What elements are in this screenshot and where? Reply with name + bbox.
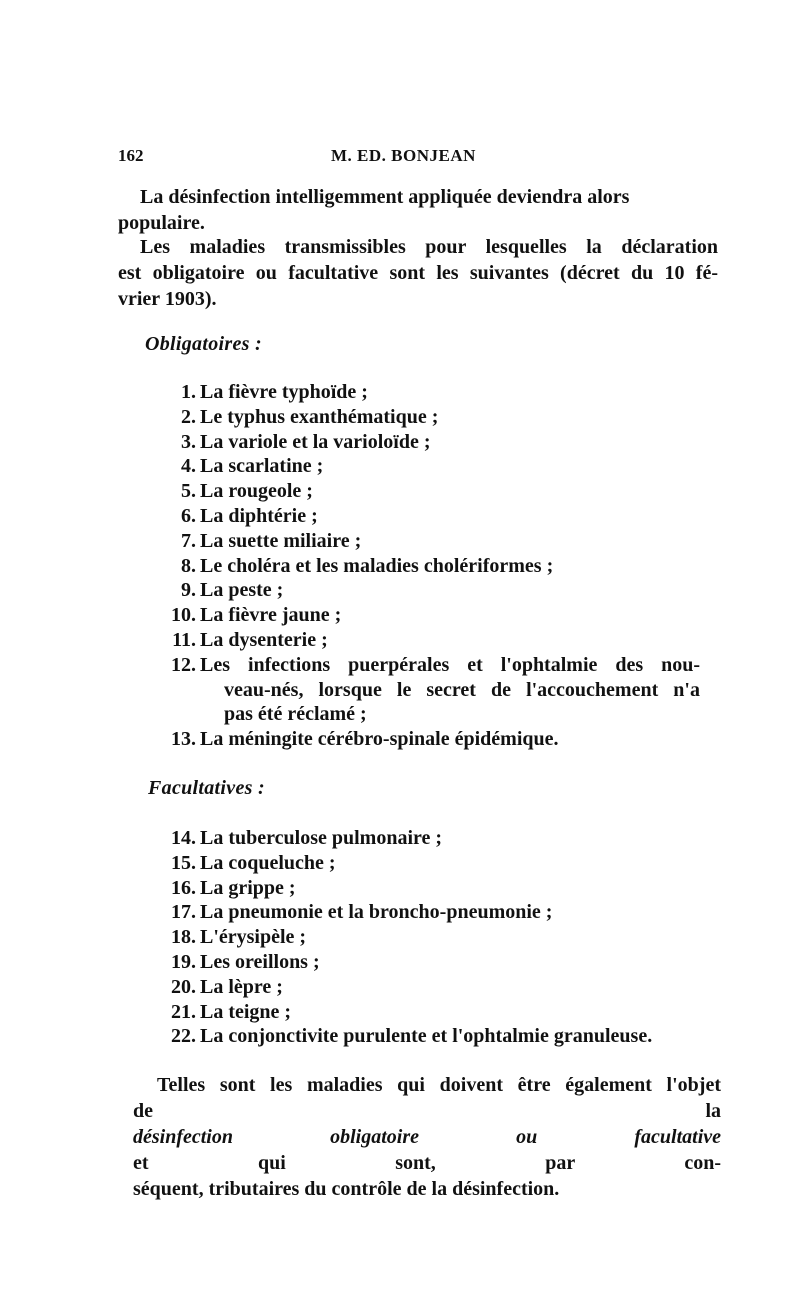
list-item bbox=[160, 653, 720, 727]
list-item bbox=[160, 554, 720, 579]
list-item bbox=[160, 975, 720, 1000]
item-number: 21. bbox=[171, 1000, 196, 1023]
item-number: 16. bbox=[171, 876, 196, 899]
list-item bbox=[160, 1000, 720, 1025]
item-number: 11. bbox=[172, 628, 196, 651]
item-text: La rougeole ; bbox=[200, 480, 313, 503]
running-title: M. ED. BONJEAN bbox=[331, 146, 476, 165]
list-item bbox=[160, 826, 720, 851]
item-number: 19. bbox=[171, 950, 196, 973]
item-number: 5. bbox=[181, 480, 196, 503]
intro-paragraph-2 bbox=[118, 234, 718, 312]
item-text-line: veau-nés, lorsque le secret de l'accouchement n'a bbox=[224, 678, 700, 701]
item-text: La suette miliaire ; bbox=[200, 529, 362, 552]
item-number: 22. bbox=[171, 1025, 196, 1048]
item-number: 2. bbox=[181, 405, 196, 428]
item-number: 12. bbox=[171, 653, 196, 676]
list-item bbox=[160, 876, 720, 901]
page-number: 162 bbox=[118, 146, 144, 165]
item-text: La tuberculose pulmonaire ; bbox=[200, 827, 443, 849]
item-number: 20. bbox=[171, 975, 196, 998]
item-text: Le typhus exanthématique ; bbox=[200, 405, 439, 428]
item-number: 1. bbox=[181, 381, 196, 403]
item-number: 4. bbox=[181, 455, 196, 478]
item-text-line: Les infections puerpérales et l'ophtalmie des nou- bbox=[200, 653, 700, 676]
text-line: vrier 1903). bbox=[118, 288, 217, 310]
list-item bbox=[160, 430, 720, 455]
list-item bbox=[160, 628, 720, 653]
list-item bbox=[160, 405, 720, 430]
item-number: 10. bbox=[171, 604, 196, 627]
section-heading-facultatives: Facultatives : bbox=[148, 777, 265, 799]
conclusion-paragraph bbox=[133, 1072, 721, 1202]
list-item bbox=[160, 950, 720, 975]
list-item bbox=[160, 851, 720, 876]
item-text: La fièvre typhoïde ; bbox=[200, 381, 368, 403]
text-line: populaire. bbox=[118, 212, 205, 234]
list-item bbox=[160, 578, 720, 603]
list-item bbox=[160, 504, 720, 529]
item-number: 15. bbox=[171, 851, 196, 874]
item-text: La peste ; bbox=[200, 579, 284, 602]
item-number: 7. bbox=[181, 529, 196, 552]
text-line bbox=[133, 1098, 721, 1176]
text-line: La désinfection intelligemment appliquée deviendra alors bbox=[140, 186, 630, 208]
item-text-line: pas été réclamé ; bbox=[224, 703, 367, 726]
item-text bbox=[200, 653, 720, 727]
list-item bbox=[160, 454, 720, 479]
emphasis-text: désinfection obligatoire ou facultative bbox=[133, 1126, 721, 1148]
item-text: La diphtérie ; bbox=[200, 504, 318, 527]
list-item bbox=[160, 900, 720, 925]
item-number: 17. bbox=[171, 901, 196, 924]
item-number: 9. bbox=[181, 579, 196, 602]
text-line: Telles sont les maladies qui doivent être également l'objet bbox=[157, 1074, 721, 1096]
list-item bbox=[160, 727, 720, 752]
item-text: La lèpre ; bbox=[200, 975, 283, 998]
running-head bbox=[118, 146, 702, 170]
list-item bbox=[160, 380, 720, 405]
item-text: La fièvre jaune ; bbox=[200, 604, 342, 627]
list-item bbox=[160, 529, 720, 554]
item-number: 14. bbox=[171, 827, 196, 849]
item-text: La variole et la varioloïde ; bbox=[200, 430, 431, 453]
item-text: La teigne ; bbox=[200, 1000, 292, 1023]
text-line: séquent, tributaires du contrôle de la désinfection. bbox=[133, 1178, 560, 1200]
item-text: La pneumonie et la broncho-pneumonie ; bbox=[200, 901, 553, 924]
obligatoires-list bbox=[160, 380, 720, 752]
text-line: Les maladies transmissibles pour lesquelles la déclaration bbox=[140, 236, 718, 258]
item-text: La méningite cérébro-spinale épidémique. bbox=[200, 728, 559, 751]
item-number: 18. bbox=[171, 926, 196, 949]
item-text: Les oreillons ; bbox=[200, 950, 320, 973]
item-text: La scarlatine ; bbox=[200, 455, 324, 478]
item-text: La grippe ; bbox=[200, 876, 296, 899]
text-line: est obligatoire ou facultative sont les suivantes (décret du 10 fé- bbox=[118, 262, 718, 284]
item-number: 13. bbox=[171, 728, 196, 751]
item-number: 3. bbox=[181, 430, 196, 453]
section-heading-obligatoires: Obligatoires : bbox=[145, 333, 262, 355]
item-text: L'érysipèle ; bbox=[200, 926, 307, 949]
list-item bbox=[160, 925, 720, 950]
item-number: 6. bbox=[181, 504, 196, 527]
list-item bbox=[160, 479, 720, 504]
item-text: La coqueluche ; bbox=[200, 851, 336, 874]
item-text: La conjonctivite purulente et l'ophtalmie granuleuse. bbox=[200, 1025, 653, 1048]
text-fragment: de la bbox=[133, 1100, 721, 1122]
list-item bbox=[160, 603, 720, 628]
item-text: Le choléra et les maladies cholériformes ; bbox=[200, 554, 554, 577]
text-fragment: et qui sont, par con- bbox=[133, 1152, 721, 1174]
item-number: 8. bbox=[181, 554, 196, 577]
item-text: La dysenterie ; bbox=[200, 628, 328, 651]
list-item bbox=[160, 1024, 720, 1049]
facultatives-list bbox=[160, 826, 720, 1049]
intro-paragraph-1 bbox=[118, 184, 718, 236]
